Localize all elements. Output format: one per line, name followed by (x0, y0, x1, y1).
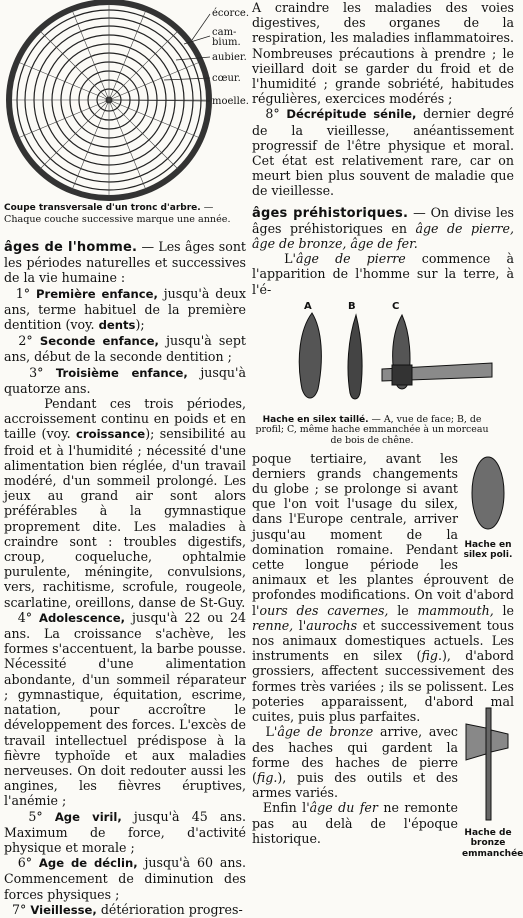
entry-heading: âges de l'homme. (4, 240, 138, 255)
item-decrepitude (252, 106, 514, 198)
item-text: jusqu'à 60 ans. Commencement de diminution des forces physiques ; (4, 855, 246, 902)
item-text: dernier degré de la vieillesse, anéantissement progressif de l'être physique et moral. Cet état est relativement rare, car on meurt bien plus souvent de maladie que de vieillesse. (252, 106, 514, 199)
silex-axe-illustration (252, 299, 492, 415)
item-seconde-enfance (4, 333, 246, 364)
paragraph-text: le (397, 602, 409, 618)
paragraph-text: poque tertiaire, avant les derniers grands changements du globe ; se prolonge si avant que l'on voit l'usage du silex, dans l'Europe centrale, arriver jusqu'au moment de la domination romaine. Pendant cette longue période les animaux et les plantes éprouvent de profondes modifications. On voit d'abord l' (252, 450, 514, 618)
paragraph-age-pierre (252, 251, 514, 297)
paragraph-text: ne remonte pas au delà de l'époque historique. (252, 800, 458, 846)
right-column (252, 0, 523, 859)
paragraph-text: commence à l'apparition de l'homme sur la terre, à l'é- (252, 251, 514, 297)
paragraph-text: arrive, avec des haches qui gardent la forme des haches de pierre ( (252, 724, 458, 785)
item-term: Seconde enfance, (39, 334, 159, 349)
italic-term: âge de pierre (295, 251, 406, 267)
item-number: 1° (15, 285, 31, 301)
label-aubier: aubier. (212, 52, 247, 63)
item-number: 2° (18, 333, 33, 349)
polished-axe-caption: Hache en silex poli. (463, 539, 513, 561)
bronze-axe-figure (462, 704, 523, 859)
paragraph-text: A craindre les maladies des voies digestives, des organes de la respiration, les maladies inflammatoires. Nombreuses précautions à prendre ; le vieillard doit se garder du froid et de l'humidité ; grande sobriété, habitudes régulières, exercices modérés ; (252, 0, 514, 107)
item-term: Age viril, (54, 809, 122, 824)
axe-letter-b: B (348, 300, 356, 312)
item-term: Age de déclin, (38, 856, 138, 871)
item-age-viril (4, 809, 246, 856)
item-vieillesse (4, 902, 246, 918)
trunk-caption-title: Coupe transversale d'un tronc d'arbre. (4, 203, 201, 213)
entry-ages-homme (4, 239, 246, 286)
entry-intro: — Les âges sont les périodes naturelles et successives de la vie humaine : (4, 239, 246, 286)
axe-letter-a: A (304, 300, 312, 312)
item-troisieme-enfance (4, 365, 246, 396)
item-number: 5° (28, 808, 43, 824)
label-cambium-2: bium. (212, 37, 241, 48)
item-number: 3° (29, 364, 44, 380)
silex-axe-figure (252, 299, 492, 415)
paragraph-text: Enfin l' (262, 800, 310, 816)
trunk-caption (4, 202, 246, 225)
item-term: Vieillesse, (30, 902, 97, 917)
left-column (4, 0, 250, 918)
item-age-declin (4, 855, 246, 902)
axe-letter-c: C (392, 300, 400, 312)
italic-term: ours des cavernes, (259, 602, 389, 618)
paragraph-text: L' (265, 724, 278, 740)
entry-heading: âges préhistoriques. (252, 205, 409, 221)
italic-term: aurochs (306, 617, 358, 633)
item-text: jusqu'à 45 ans. Maximum de force, d'activité physique et morale ; (4, 808, 246, 855)
item-text: jusqu'à quatorze ans. (4, 364, 246, 396)
item-text: jusqu'à sept ans, début de la seconde dentition ; (4, 333, 246, 365)
axe-caption-title: Hache en silex taillé. (262, 414, 369, 425)
label-cambium-1: cam- (212, 27, 237, 38)
axe-caption-body: — A, vue de face; B, de profil; C, même hache emmanchée à un morceau de bois de chêne. (255, 413, 489, 447)
entry-ages-prehistoriques (252, 205, 514, 252)
italic-term: mammouth, (417, 602, 494, 618)
item-term: Adolescence, (38, 610, 126, 625)
polished-axe-illustration (462, 451, 514, 537)
axe-caption (252, 415, 492, 447)
item-text: détérioration progres- (100, 901, 243, 917)
paragraph-text: et successivement tous nos animaux domestiques actuels. Les instruments en silex ( (252, 617, 514, 664)
item-premiere-enfance (4, 286, 246, 334)
cross-reference: dents (98, 318, 136, 333)
item-term: Première enfance, (35, 286, 158, 301)
label-moelle: moelle. (212, 96, 249, 107)
italic-term: âge de bronze (277, 724, 374, 740)
paragraph-text: ), puis des outils et des armes variés. (252, 769, 458, 801)
label-coeur: cœur. (212, 73, 241, 84)
figure-reference: fig. (421, 648, 442, 664)
item-term: Troisième enfance, (55, 365, 188, 380)
bronze-axe-illustration (462, 704, 514, 824)
item-adolescence (4, 610, 246, 809)
entry-ages-list: âge de pierre, âge de bronze, âge de fer. (252, 220, 514, 252)
paragraph-vieillesse-cont (252, 0, 514, 106)
item-number: 8° (265, 106, 280, 122)
italic-term: renne, (252, 617, 294, 633)
item-term: Décrépitude sénile, (286, 107, 417, 122)
item-text: jusqu'à 22 ou 24 ans. La croissance s'achève, les formes s'accentuent, la barbe pousse. Nécessité d'une alimentation abondante, d'un sommeil réparateur ; gymnastique, équitation, escrime, natation, pour accroître le développement des forces. L'excès de travail intellectuel prédispose à la fièvre typhoïde et aux maladies nerveuses. On doit redouter aussi les angines, les fièvres éruptives, l'anémie ; (4, 609, 246, 809)
paragraph-text: le (502, 602, 514, 618)
bronze-axe-caption: Hache de bronze emmanchée (462, 827, 523, 859)
entry-intro: — On divise les âges préhistoriques en (252, 204, 514, 236)
item-number: 6° (17, 855, 33, 871)
paragraph-text: ), d'abord grossiers, affectent successivement des formes très variées ; ils se polissent. Les poteries apparaissent, d'abord mal cuites, puis plus parfaites. (252, 648, 514, 725)
cross-reference: croissance (76, 427, 146, 442)
tree-trunk-figure (4, 0, 250, 200)
item-text: jusqu'à deux ans, terme habituel de la première dentition (voy. (4, 285, 246, 333)
label-ecorce: écorce. (212, 8, 250, 19)
paragraph-text: l' (298, 617, 307, 633)
paragraph-text: Pendant ces trois périodes, accroissement continu en poids et en taille (voy. (4, 396, 246, 442)
paragraph-enfance (4, 396, 246, 610)
paragraph-text: ); sensibilité au froid et à l'humidité ; nécessité d'une alimentation bien réglée, d'un travail modéré, d'un sommeil prolongé. Les jeux au grand air sont alors préférables à la gymnastique proprement dite. Les maladies à craindre sont : troubles digestifs, croup, coqueluche, ophtalmie purulente, méningite, convulsions, vers, rachitisme, scrofule, rougeole, scarlatine, oreillons, danse de St-Guy. (4, 426, 246, 610)
tree-trunk-illustration (4, 0, 246, 200)
polished-axe-figure (462, 451, 514, 571)
trunk-caption-body: — Chaque couche successive marque une année. (4, 202, 231, 225)
item-number: 4° (17, 609, 33, 625)
italic-term: âge du fer (309, 800, 378, 816)
figure-reference: fig. (256, 769, 278, 785)
paragraph-text: L' (284, 251, 296, 267)
item-number: 7° (12, 901, 27, 917)
item-text-end: ); (135, 317, 145, 333)
